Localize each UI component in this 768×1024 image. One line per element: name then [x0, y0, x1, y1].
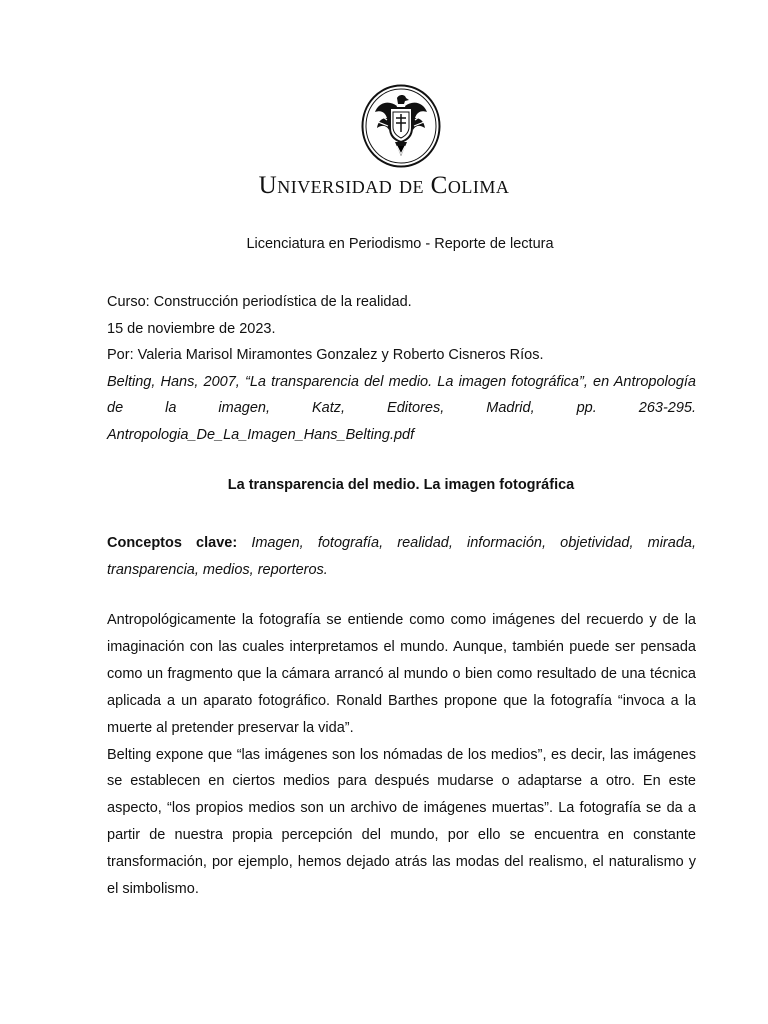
section-title: La transparencia del medio. La imagen fotográfica	[227, 477, 575, 493]
key-concepts-list: Imagen, fotografía, realidad, información, objetividad, mirada, transparencia, medios, reporteros.	[107, 535, 696, 578]
reference-file: Antropologia_De_La_Imagen_Hans_Belting.pdf	[107, 426, 415, 443]
reference-citation: Belting, Hans, 2007, “La transparencia del medio. La imagen fotográfica”, en Antropología de la imagen, Katz, Editores, Madrid, pp. 263-295.	[107, 373, 696, 416]
paragraph: Belting expone que “las imágenes son los nómadas de los medios”, es decir, las imágenes se establecen en ciertos medios para después mudarse o adaptarse a otro. En este aspecto, “los propios medios son un archivo de imágenes muertas”. La fotografía se da a partir de nuestra propia percepción del mundo, por ello se encuentra en constante transformación, por ejemplo, hemos dejado atrás las modas del realismo, el naturalismo y el simbolismo.	[107, 746, 696, 898]
bibliographic-reference	[107, 369, 696, 449]
paragraph: Antropológicamente la fotografía se entiende como como imágenes del recuerdo y de la imaginación con las cuales interpretamos el mundo. Aunque, también puede ser pensada como un fragmento que la cámara arrancó al mundo o bien como resultado de una técnica aplicada a un aparato fotográfico. Ronald Barthes propone que la fotografía “invoca a la muerte al pretender preservar la vida”.	[107, 612, 696, 736]
university-name: Universidad de Colima	[258, 172, 510, 199]
body-text	[107, 607, 696, 903]
report-metadata	[107, 289, 696, 448]
university-seal-icon	[361, 84, 441, 168]
course-line: Curso: Construcción periodística de la realidad.	[107, 294, 412, 310]
report-subtitle: Licenciatura en Periodismo - Reporte de lectura	[246, 236, 554, 252]
date-line: 15 de noviembre de 2023.	[107, 320, 276, 337]
key-concepts	[107, 530, 696, 583]
authors-line: Por: Valeria Marisol Miramontes Gonzalez y Roberto Cisneros Ríos.	[107, 347, 544, 363]
key-concepts-label: Conceptos clave:	[107, 535, 238, 551]
